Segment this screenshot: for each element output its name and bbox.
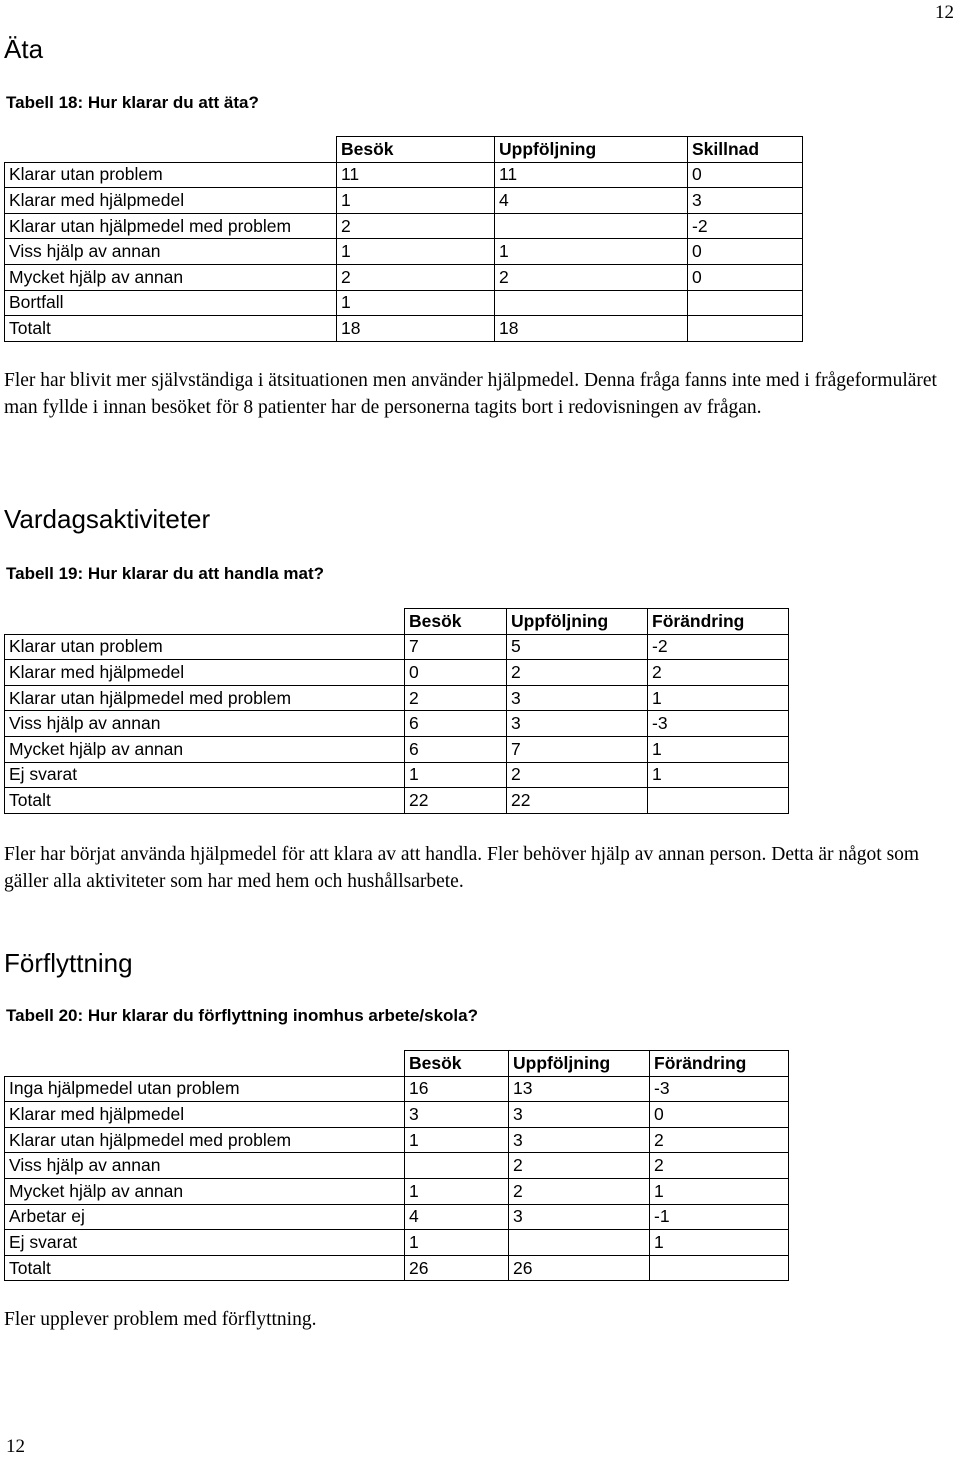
table-row [5, 736, 789, 762]
section-heading-ata: Äta [4, 34, 44, 64]
table-header-row [5, 609, 789, 635]
value-cell: -3 [650, 1076, 789, 1102]
value-cell: 3 [509, 1204, 650, 1230]
value-cell: 26 [405, 1255, 509, 1281]
table-row [5, 762, 789, 788]
value-cell: 0 [688, 162, 803, 188]
table-row [5, 634, 789, 660]
value-cell: 2 [650, 1127, 789, 1153]
table-18-body [5, 137, 803, 342]
table-20-body [5, 1051, 789, 1281]
value-cell: -2 [648, 634, 789, 660]
column-header: Förändring [648, 609, 789, 635]
row-label-cell: Mycket hjälp av annan [5, 1178, 405, 1204]
paragraph-forflyttning: Fler upplever problem med förflyttning. [4, 1309, 317, 1330]
paragraph-ata: Fler har blivit mer självständiga i ätsituationen men använder hjälpmedel. Denna fråga fanns inte med i frågeformuläret man fyllde i innan besöket för 8 patienter har de personerna tagits bort i redovisningen av frågan. [4, 370, 937, 418]
value-cell: 2 [650, 1153, 789, 1179]
value-cell: 7 [405, 634, 507, 660]
value-cell: 1 [405, 1127, 509, 1153]
value-cell: 26 [509, 1255, 650, 1281]
table-row [5, 1178, 789, 1204]
row-label-cell: Totalt [5, 788, 405, 814]
column-header: Besök [337, 137, 495, 163]
column-header: Besök [405, 609, 507, 635]
value-cell: -1 [650, 1204, 789, 1230]
table-row [5, 1127, 789, 1153]
value-cell: 2 [648, 660, 789, 686]
row-label-cell: Viss hjälp av annan [5, 711, 405, 737]
table-header-row [5, 137, 803, 163]
value-cell: 2 [495, 264, 688, 290]
value-cell: 6 [405, 711, 507, 737]
value-cell: 7 [507, 736, 648, 762]
value-cell: 1 [650, 1178, 789, 1204]
section-heading-vardagsaktiviteter: Vardagsaktiviteter [4, 504, 211, 534]
row-label-cell: Klarar utan hjälpmedel med problem [5, 1127, 405, 1153]
row-label-cell: Viss hjälp av annan [5, 1153, 405, 1179]
value-cell [648, 788, 789, 814]
row-label-cell: Klarar med hjälpmedel [5, 660, 405, 686]
value-cell: 3 [507, 685, 648, 711]
row-label-cell: Klarar utan problem [5, 634, 405, 660]
table-row [5, 685, 789, 711]
value-cell [688, 290, 803, 316]
table-row [5, 1076, 789, 1102]
value-cell: 18 [495, 316, 688, 342]
page-number-top: 12 [935, 2, 954, 23]
header-corner-cell [5, 1051, 405, 1077]
value-cell: 1 [648, 685, 789, 711]
value-cell: 1 [405, 1178, 509, 1204]
value-cell: 1 [337, 239, 495, 265]
row-label-cell: Ej svarat [5, 1230, 405, 1256]
table-row [5, 1230, 789, 1256]
table-row [5, 213, 803, 239]
value-cell [495, 290, 688, 316]
table-row [5, 788, 789, 814]
table-row [5, 239, 803, 265]
value-cell: 1 [337, 290, 495, 316]
value-cell: 1 [495, 239, 688, 265]
row-label-cell: Ej svarat [5, 762, 405, 788]
value-cell: 0 [688, 264, 803, 290]
value-cell: 1 [648, 736, 789, 762]
table-18 [4, 136, 803, 342]
value-cell [650, 1255, 789, 1281]
table-row [5, 711, 789, 737]
column-header: Uppföljning [507, 609, 648, 635]
value-cell: 11 [495, 162, 688, 188]
table-20-caption: Tabell 20: Hur klarar du förflyttning inomhus arbete/skola? [6, 1006, 478, 1025]
header-corner-cell [5, 137, 337, 163]
table-row [5, 162, 803, 188]
row-label-cell: Arbetar ej [5, 1204, 405, 1230]
column-header: Uppföljning [509, 1051, 650, 1077]
table-row [5, 316, 803, 342]
value-cell: 2 [337, 213, 495, 239]
page-number-bottom: 12 [6, 1436, 25, 1457]
row-label-cell: Totalt [5, 1255, 405, 1281]
value-cell: 3 [509, 1127, 650, 1153]
value-cell: 4 [495, 188, 688, 214]
value-cell: 2 [337, 264, 495, 290]
column-header: Uppföljning [495, 137, 688, 163]
value-cell: 11 [337, 162, 495, 188]
table-19-body [5, 609, 789, 814]
value-cell [509, 1230, 650, 1256]
value-cell: 3 [509, 1102, 650, 1128]
value-cell: 18 [337, 316, 495, 342]
value-cell: 22 [507, 788, 648, 814]
row-label-cell: Viss hjälp av annan [5, 239, 337, 265]
row-label-cell: Inga hjälpmedel utan problem [5, 1076, 405, 1102]
paragraph-vardagsaktiviteter: Fler har börjat använda hjälpmedel för att klara av att handla. Fler behöver hjälp av annan person. Detta är något som gäller alla aktiviteter som har med hem och hushållsarbete. [4, 844, 920, 892]
value-cell: 2 [509, 1153, 650, 1179]
value-cell: 16 [405, 1076, 509, 1102]
value-cell [405, 1153, 509, 1179]
value-cell: 6 [405, 736, 507, 762]
value-cell: 22 [405, 788, 507, 814]
value-cell: 3 [405, 1102, 509, 1128]
row-label-cell: Klarar med hjälpmedel [5, 1102, 405, 1128]
table-header-row [5, 1051, 789, 1077]
table-row [5, 290, 803, 316]
value-cell: 2 [509, 1178, 650, 1204]
value-cell: -3 [648, 711, 789, 737]
header-corner-cell [5, 609, 405, 635]
table-20 [4, 1050, 789, 1281]
value-cell: 1 [648, 762, 789, 788]
row-label-cell: Klarar med hjälpmedel [5, 188, 337, 214]
value-cell: 3 [507, 711, 648, 737]
table-row [5, 188, 803, 214]
row-label-cell: Bortfall [5, 290, 337, 316]
value-cell [495, 213, 688, 239]
column-header: Besök [405, 1051, 509, 1077]
table-row [5, 660, 789, 686]
value-cell: 3 [688, 188, 803, 214]
value-cell: 2 [405, 685, 507, 711]
row-label-cell: Mycket hjälp av annan [5, 264, 337, 290]
section-heading-forflyttning: Förflyttning [4, 948, 133, 978]
row-label-cell: Klarar utan hjälpmedel med problem [5, 213, 337, 239]
value-cell: 0 [650, 1102, 789, 1128]
table-row [5, 264, 803, 290]
column-header: Förändring [650, 1051, 789, 1077]
table-19-caption: Tabell 19: Hur klarar du att handla mat? [6, 564, 325, 583]
row-label-cell: Mycket hjälp av annan [5, 736, 405, 762]
table-row [5, 1153, 789, 1179]
value-cell: 1 [405, 1230, 509, 1256]
value-cell: 4 [405, 1204, 509, 1230]
table-row [5, 1204, 789, 1230]
value-cell: 0 [688, 239, 803, 265]
column-header: Skillnad [688, 137, 803, 163]
table-row [5, 1255, 789, 1281]
value-cell: -2 [688, 213, 803, 239]
value-cell: 13 [509, 1076, 650, 1102]
value-cell: 0 [405, 660, 507, 686]
value-cell: 2 [507, 762, 648, 788]
row-label-cell: Klarar utan hjälpmedel med problem [5, 685, 405, 711]
table-19 [4, 608, 789, 814]
value-cell: 5 [507, 634, 648, 660]
row-label-cell: Totalt [5, 316, 337, 342]
value-cell: 1 [337, 188, 495, 214]
table-row [5, 1102, 789, 1128]
value-cell: 1 [405, 762, 507, 788]
table-18-caption: Tabell 18: Hur klarar du att äta? [6, 93, 259, 112]
value-cell: 1 [650, 1230, 789, 1256]
value-cell: 2 [507, 660, 648, 686]
value-cell [688, 316, 803, 342]
row-label-cell: Klarar utan problem [5, 162, 337, 188]
